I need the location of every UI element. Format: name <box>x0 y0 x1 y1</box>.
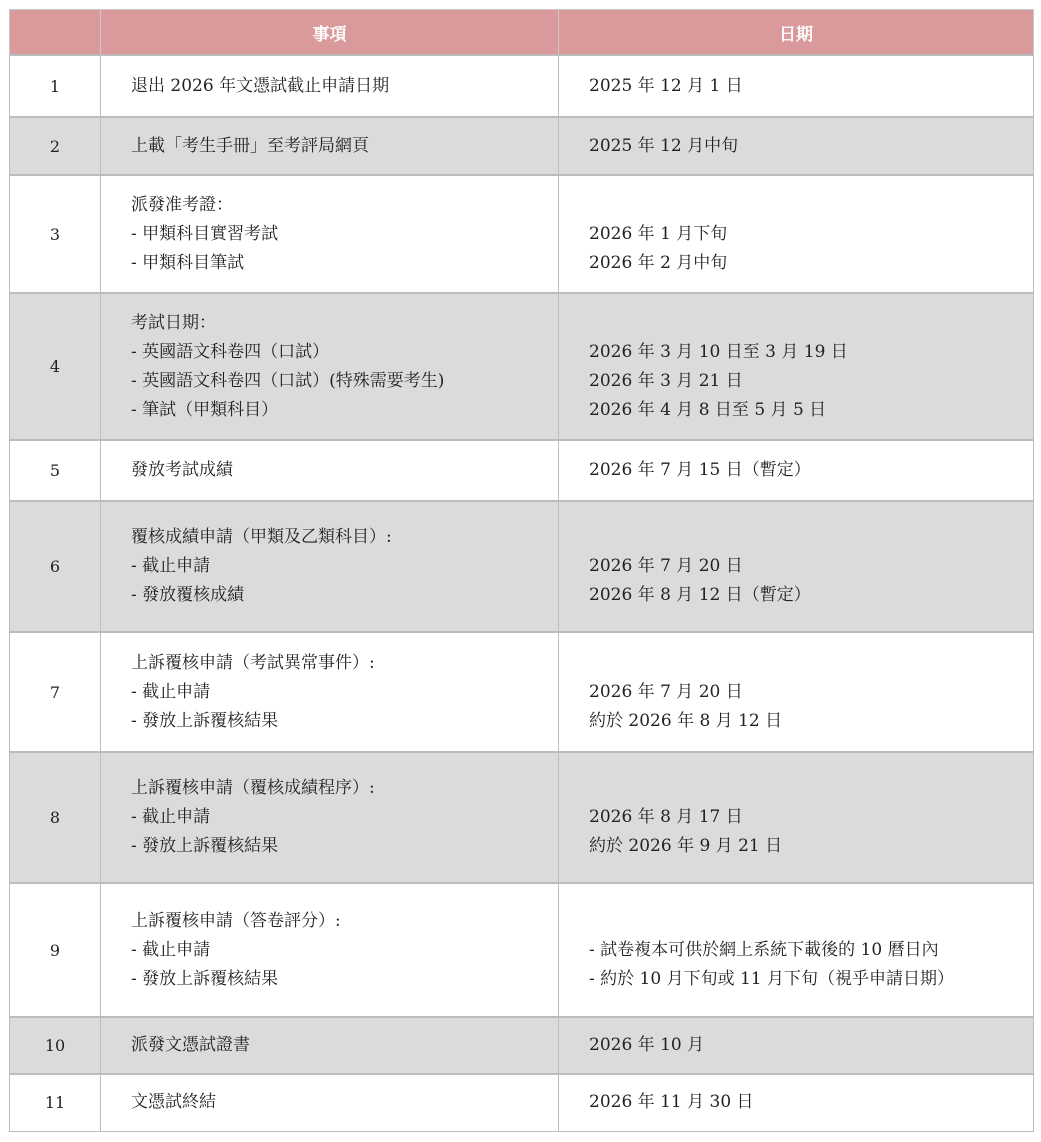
item-title: 派發文憑試證書 <box>131 1035 250 1055</box>
date-line: 2026 年 7 月 15 日（暫定） <box>589 460 811 480</box>
date-line: 2026 年 3 月 10 日至 3 月 19 日 <box>589 341 848 362</box>
date-line: 2026 年 11 月 30 日 <box>589 1092 754 1113</box>
table-body <box>10 55 1034 1131</box>
date-line: 2025 年 12 月 1 日 <box>589 75 743 96</box>
item-title: 上訴覆核申請（考試異常事件）: <box>131 652 375 673</box>
table-header-row <box>10 10 1034 56</box>
row-number: 2 <box>10 117 101 175</box>
row-number: 3 <box>10 175 101 293</box>
date-line: 2026 年 4 月 8 日至 5 月 5 日 <box>589 399 827 420</box>
row-item <box>101 117 559 175</box>
row-number: 5 <box>10 440 101 501</box>
row-item <box>101 55 559 117</box>
row-item <box>101 440 559 501</box>
item-title: 上載「考生手冊」至考評局網頁 <box>131 135 369 156</box>
item-subline: - 發放覆核成績 <box>131 585 245 605</box>
row-date <box>559 501 1034 632</box>
item-title: 上訴覆核申請（覆核成績程序）: <box>131 778 375 798</box>
date-line: - 約於 10 月下旬或 11 月下旬（視乎申請日期） <box>589 968 955 989</box>
item-title: 派發准考證： <box>131 194 233 215</box>
item-title: 發放考試成績 <box>131 460 233 480</box>
row-number: 4 <box>10 293 101 440</box>
row-number: 6 <box>10 501 101 632</box>
row-date <box>559 117 1034 175</box>
item-subline: - 甲類科目筆試 <box>131 252 245 273</box>
table-row <box>10 293 1034 440</box>
header-number <box>10 10 101 56</box>
item-subline: - 截止申請 <box>131 681 211 702</box>
table-row <box>10 632 1034 752</box>
item-title: 上訴覆核申請（答卷評分）: <box>131 910 341 931</box>
row-number: 7 <box>10 632 101 752</box>
row-date <box>559 883 1034 1017</box>
row-number: 1 <box>10 55 101 117</box>
item-title: 考試日期： <box>131 312 216 333</box>
row-date <box>559 293 1034 440</box>
row-number: 10 <box>10 1017 101 1074</box>
table-row <box>10 117 1034 175</box>
row-date <box>559 632 1034 752</box>
table-row <box>10 440 1034 501</box>
date-line: - 試卷複本可供於網上系統下載後的 10 曆日內 <box>589 939 939 960</box>
item-subline: - 筆試（甲類科目） <box>131 399 279 420</box>
item-subline: - 甲類科目實習考試 <box>131 223 279 244</box>
item-subline: - 英國語文科卷四（口試） <box>131 341 330 362</box>
header-item: 事項 <box>101 10 559 56</box>
row-date <box>559 175 1034 293</box>
item-subline: - 發放上訴覆核結果 <box>131 836 279 856</box>
row-item <box>101 752 559 883</box>
row-item <box>101 293 559 440</box>
row-item <box>101 1017 559 1074</box>
date-line: 2026 年 2 月中旬 <box>589 252 728 273</box>
item-title: 覆核成績申請（甲類及乙類科目）: <box>131 527 392 547</box>
table-row <box>10 883 1034 1017</box>
date-line: 2026 年 7 月 20 日 <box>589 556 743 576</box>
table-row <box>10 55 1034 117</box>
row-item <box>101 1074 559 1131</box>
row-number: 8 <box>10 752 101 883</box>
date-line: 2026 年 7 月 20 日 <box>589 681 743 702</box>
schedule-table-container <box>9 9 1033 1132</box>
table-row <box>10 501 1034 632</box>
schedule-table <box>9 9 1034 1132</box>
header-date: 日期 <box>559 10 1034 56</box>
table-row <box>10 175 1034 293</box>
item-subline: - 英國語文科卷四（口試）(特殊需要考生) <box>131 370 445 391</box>
row-date <box>559 440 1034 501</box>
row-date <box>559 752 1034 883</box>
date-line: 2026 年 1 月下旬 <box>589 223 728 244</box>
item-subline: - 截止申請 <box>131 807 211 827</box>
item-subline: - 發放上訴覆核結果 <box>131 968 279 989</box>
date-line: 2026 年 3 月 21 日 <box>589 370 743 391</box>
table-row <box>10 752 1034 883</box>
date-line: 約於 2026 年 9 月 21 日 <box>589 836 783 856</box>
table-row <box>10 1074 1034 1131</box>
table-row <box>10 1017 1034 1074</box>
item-subline: - 發放上訴覆核結果 <box>131 710 279 731</box>
row-item <box>101 175 559 293</box>
item-subline: - 截止申請 <box>131 939 211 960</box>
date-line: 2026 年 10 月 <box>589 1035 705 1055</box>
row-number: 11 <box>10 1074 101 1131</box>
item-subline: - 截止申請 <box>131 556 211 576</box>
row-date <box>559 1074 1034 1131</box>
date-line: 2026 年 8 月 17 日 <box>589 807 743 827</box>
row-item <box>101 632 559 752</box>
row-date <box>559 1017 1034 1074</box>
date-line: 2025 年 12 月中旬 <box>589 135 739 156</box>
row-number: 9 <box>10 883 101 1017</box>
date-line: 2026 年 8 月 12 日（暫定） <box>589 585 811 605</box>
item-title: 文憑試終結 <box>131 1092 216 1113</box>
row-item <box>101 883 559 1017</box>
row-date <box>559 55 1034 117</box>
item-title: 退出 2026 年文憑試截止申請日期 <box>131 75 390 96</box>
date-line: 約於 2026 年 8 月 12 日 <box>589 710 783 731</box>
row-item <box>101 501 559 632</box>
